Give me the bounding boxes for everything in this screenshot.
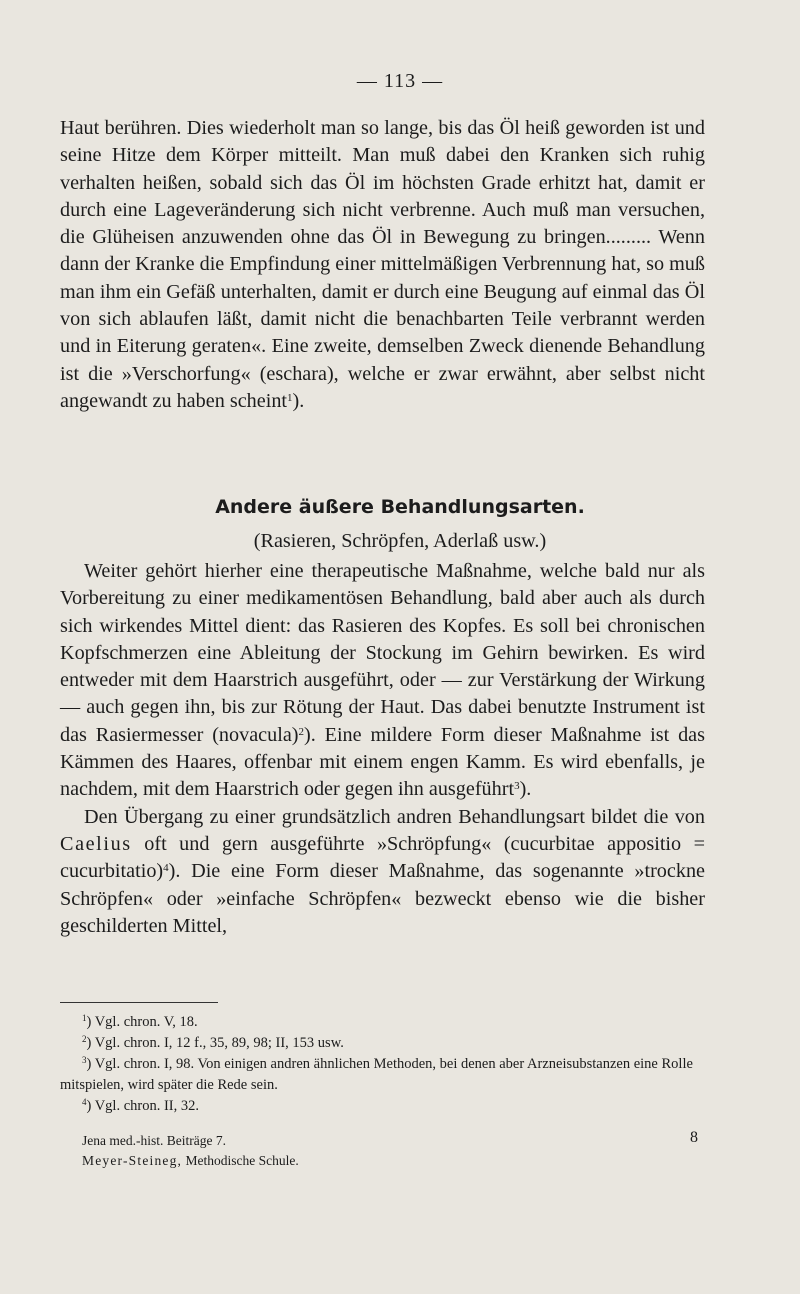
- footnote-4-mark: 4: [82, 1097, 87, 1107]
- footnote-1-mark: 1: [82, 1013, 87, 1023]
- paragraph-3: [60, 804, 705, 940]
- footnote-2-mark: 2: [82, 1034, 87, 1044]
- paragraph-2: [60, 558, 705, 940]
- paragraph-2-text-b: ). Eine mildere Form dieser Maßnahme ist das Kämmen des Haares, offenbar mit einem engen Kamm. Es wird ebenfalls, je nachdem, mit dem Haarstrich oder gegen ihn ausgeführt: [60, 723, 705, 801]
- signature-mark: 8: [690, 1129, 698, 1146]
- page-number: — 113 —: [356, 70, 444, 92]
- paragraph-2-text-a: Weiter gehört hierher eine therapeutische Maßnahme, welche bald nur als Vorbereitung zu einer medikamentösen Behandlung, bald aber auch als durch sich wirkendes Mittel dient: das Rasieren des Kopfes. Es soll bei chronischen Kopfschmerzen eine Ableitung der Stockung im Gehirn bewirken. Es wird entweder mit dem Haarstrich ausgeführt, oder — zur Verstärkung der Wirkung — auch gegen ihn, bis zur Rötung der Haut. Das dabei benutzte Instrument ist das Rasiermesser (novacula): [60, 560, 705, 746]
- paragraph-3-text-b: oft und gern ausgeführte »Schröpfung« (cucurbitae appositio = cucurbitatio): [60, 832, 705, 883]
- footnote-4-text: ) Vgl. chron. II, 32.: [86, 1098, 199, 1114]
- section-subheading: (Rasieren, Schröpfen, Aderlaß usw.): [253, 530, 547, 552]
- footnote-ref-1: 1: [287, 391, 293, 404]
- footnote-2: [60, 1033, 710, 1054]
- footnote-3-mark: 3: [82, 1055, 87, 1065]
- footnote-separator: [60, 1002, 218, 1003]
- footnote-3: [60, 1054, 710, 1096]
- footnote-ref-2: 2: [298, 725, 305, 738]
- footnote-ref-4: 4: [163, 862, 169, 875]
- author-name-caelius: Caelius: [60, 832, 132, 855]
- footnote-4: [60, 1096, 710, 1117]
- imprint-author: Meyer-Steineg,: [82, 1153, 183, 1168]
- paragraph-1-text: Haut berühren. Dies wiederholt man so lange, bis das Öl heiß geworden ist und seine Hitze dem Körper mitteilt. Man muß dabei den Kranken sich ruhig verhalten heißen, sobald sich das Öl im höchsten Grade erhitzt hat, damit er durch eine Lageveränderung sich nicht verbrenne. Auch muß man versuchen, die Glüheisen anzuwenden ohne das Öl in Bewegung zu bringen......... Wenn dann der Kranke die Empfindung einer mittelmäßigen Verbrennung hat, so muß man ihm ein Gefäß unterhalten, damit er durch eine Beugung auf einmal das Öl von sich ablaufen läßt, damit nicht die benachbarten Teile verbrannt werden und in Eiterung geraten«. Eine zweite, demselben Zweck dienende Behandlung ist die »Verschorfung« (eschara), welche er zwar erwähnt, aber selbst nicht angewandt zu haben scheint: [60, 117, 705, 412]
- footnote-ref-3: 3: [514, 780, 520, 793]
- imprint-title: Methodische Schule.: [182, 1153, 299, 1168]
- paragraph-1: [60, 115, 705, 415]
- printer-imprint: [82, 1131, 299, 1171]
- paragraph-3-text-c: ). Die eine Form dieser Maßnahme, das sogenannte »trockne Schröpfen« oder »einfache Schröpfen« bezweckt ebenso wie die bisher geschilderten Mittel,: [60, 860, 705, 937]
- footnotes: [60, 1012, 710, 1117]
- imprint-book: [82, 1151, 299, 1171]
- section-heading: Andere äußere Behandlungsarten.: [215, 496, 585, 518]
- paragraph-1-end: ).: [292, 389, 305, 412]
- paragraph-2-end: ).: [519, 778, 532, 801]
- imprint-series: Jena med.-hist. Beiträge 7.: [82, 1133, 226, 1148]
- footnote-1: [60, 1012, 710, 1033]
- paragraph-3-text-a: Den Übergang zu einer grundsätzlich andren Behandlungsart bildet die von: [84, 805, 705, 828]
- footnote-1-text: ) Vgl. chron. V, 18.: [86, 1014, 198, 1030]
- footnote-3-text: ) Vgl. chron. I, 98. Von einigen andren ähnlichen Methoden, bei denen aber Arzneisubstanzen eine Rolle mitspielen, wird später die Rede sein.: [60, 1056, 693, 1093]
- footnote-2-text: ) Vgl. chron. I, 12 f., 35, 89, 98; II, 153 usw.: [86, 1035, 344, 1051]
